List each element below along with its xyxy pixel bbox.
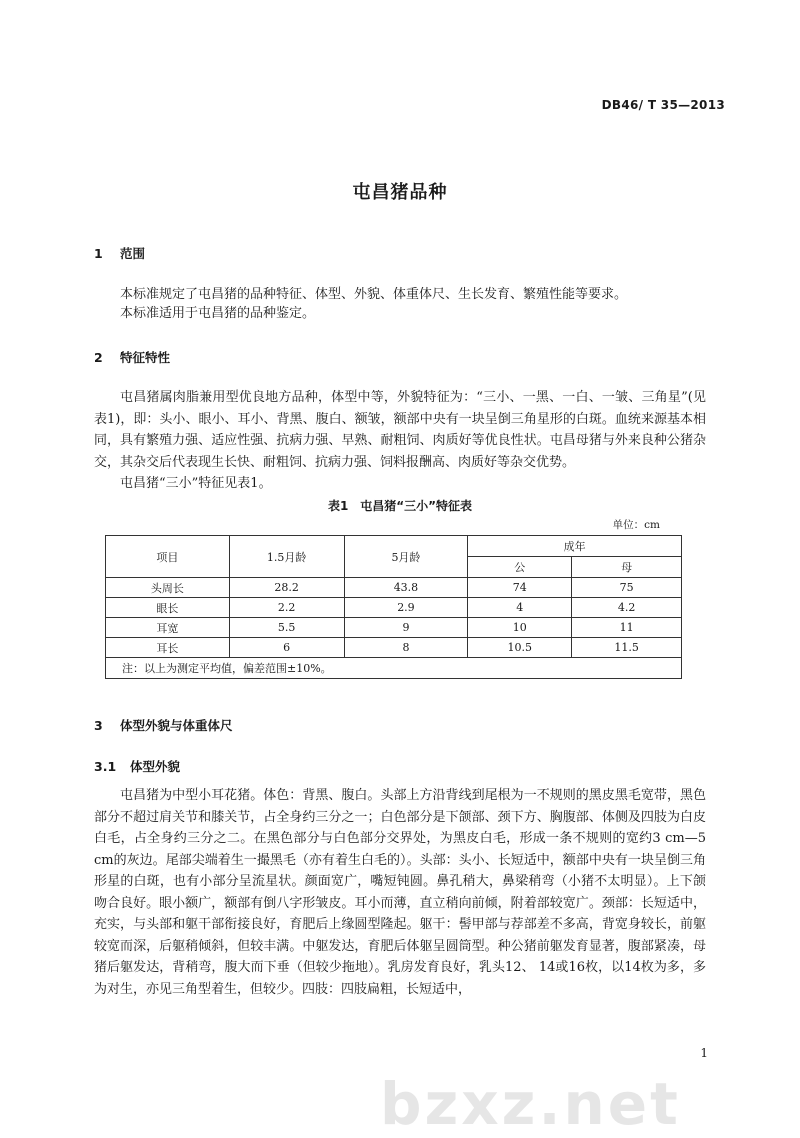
section-3-number: 3 [94,718,103,733]
table-cell: 28.2 [229,578,344,598]
table-cell: 75 [572,578,682,598]
table-cell: 10.5 [468,638,572,658]
section-1-number: 1 [94,246,103,261]
section-3-title: 体型外貌与体重体尺 [120,718,233,733]
table-cell: 4 [468,598,572,618]
section-1-heading [94,244,145,262]
section-2-number: 2 [94,350,103,365]
table-cell: 2.2 [229,598,344,618]
table-cell: 10 [468,618,572,638]
table-cell-label: 耳长 [106,638,230,658]
standard-code: DB46/ T 35—2013 [601,98,725,112]
table-row [106,618,682,638]
table-header-age-1-5-months: 1.5月龄 [229,536,344,578]
table-header-item: 项目 [106,536,230,578]
section-1-paragraph-2: 本标准适用于屯昌猪的品种鉴定。 [120,306,316,321]
table-cell: 5.5 [229,618,344,638]
section-2-heading [94,348,170,366]
table-cell: 2.9 [344,598,468,618]
table-cell: 74 [468,578,572,598]
table-row [106,638,682,658]
section-1-title: 范围 [120,246,146,261]
table-cell: 8 [344,638,468,658]
table-cell-label: 眼长 [106,598,230,618]
section-1-paragraph-1: 本标准规定了屯昌猪的品种特征、体型、外貌、体重体尺、生长发育、繁殖性能等要求。 [120,287,628,302]
watermark: bzxz.net [380,1070,681,1138]
table-row [106,598,682,618]
table-cell-label: 耳宽 [106,618,230,638]
table-1-caption: 表1 屯昌猪“三小”特征表 [327,499,473,513]
table-header-female: 母 [572,557,682,578]
section-2-paragraph-2: 屯昌猪“三小”特征见表1。 [120,476,272,491]
section-3-1-number: 3.1 [94,759,117,774]
table-cell: 11 [572,618,682,638]
section-3-heading [94,716,233,734]
section-3-1-heading [94,757,180,775]
section-3-1-title: 体型外貌 [130,759,181,774]
table-1-unit: 单位：cm [612,519,660,531]
table-row [106,578,682,598]
page-number: 1 [700,1046,708,1060]
section-3-1-paragraph-1: 屯昌猪为中型小耳花猪。体色：背黑、腹白。头部上方沿背线到尾根为一不规则的黑皮黑毛宽带，黑色部分不超过肩关节和膝关节，占全身约三分之一；白色部分是下颌部、颈下方、胸腹部、体侧及四肢为白皮白毛，占全身约三分之二。在黑色部分与白色部分交界处，为黑皮白毛，形成一条不规则的宽约3 cm—5 cm的灰边。尾部尖端着生一撮黑毛（亦有着生白毛的）。头部：头小、长短适中，额部中央有一块呈倒三角形星的白斑，也有小部分呈流星状。颜面宽广，嘴短钝圆。鼻孔稍大，鼻梁稍弯（小猪不太明显）。上下颌吻合良好。眼小额广，额部有倒八字形皱皮。耳小而薄，直立稍向前倾，附着部较宽广。颈部：长短适中，充实，与头部和躯干部衔接良好，育肥后上缘圆型隆起。躯干：髻甲部与荐部差不多高，背宽身较长，前躯较宽而深，后躯稍倾斜，但较丰满。中躯发达，育肥后体躯呈圆筒型。种公猪前躯发育显著，腹部紧凑，母猪后躯发达，背稍弯，腹大而下垂（但较少拖地）。乳房发育良好，乳头12、 14或16枚，以14枚为多，多为对生，亦见三角型着生，但较少。四肢：四肢扁粗，长短适中， [94,788,706,997]
table-cell: 43.8 [344,578,468,598]
section-2-title: 特征特性 [120,350,171,365]
table-cell: 6 [229,638,344,658]
table-header-male: 公 [468,557,572,578]
table-cell: 4.2 [572,598,682,618]
table-cell: 9 [344,618,468,638]
document-title: 屯昌猪品种 [352,182,448,203]
section-2-paragraph-1: 屯昌猪属肉脂兼用型优良地方品种，体型中等，外貌特征为：“三小、一黑、一白、一皱、三角星”(见表1)，即：头小、眼小、耳小、背黑、腹白、额皱，额部中央有一块呈倒三角星形的白斑。血统来源基本相同，具有繁殖力强、适应性强、抗病力强、早熟、耐粗饲、肉质好等优良性状。屯昌母猪与外来良种公猪杂交，其杂交后代表现生长快、耐粗饲、抗病力强、饲料报酬高、肉质好等杂交优势。 [94,390,706,470]
table-cell-label: 头周长 [106,578,230,598]
table-1-note: 注：以上为测定平均值，偏差范围±10%。 [106,658,682,679]
table-1 [105,535,682,679]
table-header-adult: 成年 [468,536,682,557]
table-header-age-5-months: 5月龄 [344,536,468,578]
table-cell: 11.5 [572,638,682,658]
